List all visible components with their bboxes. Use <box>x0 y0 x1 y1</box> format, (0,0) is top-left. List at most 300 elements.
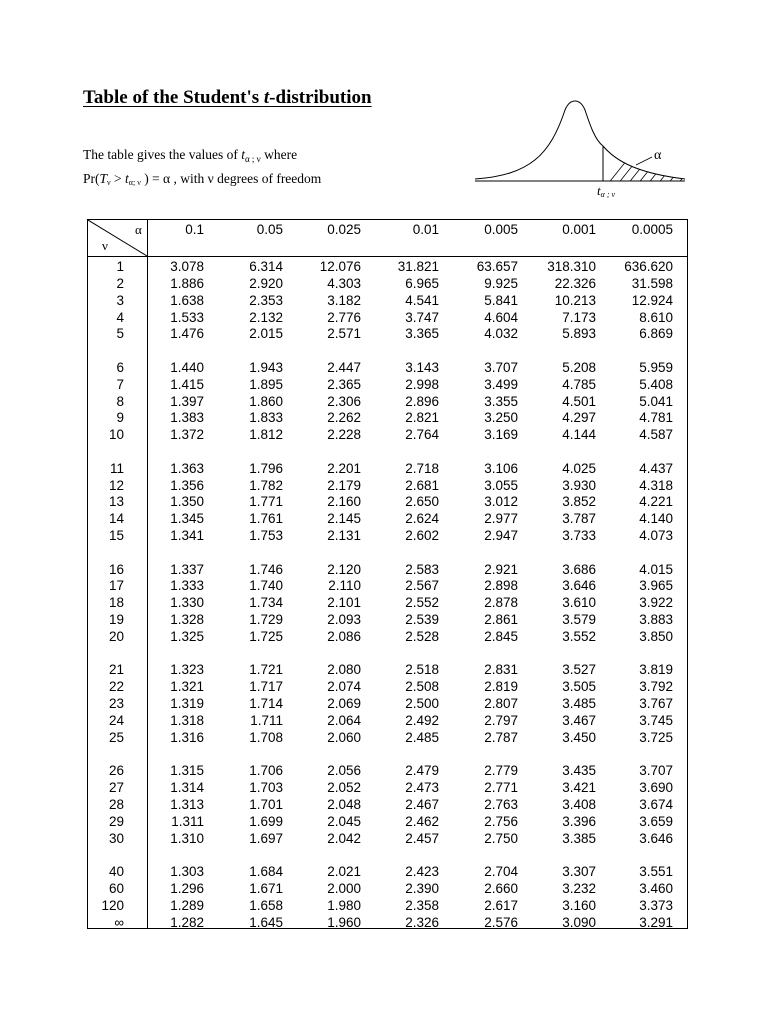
critical-value-cell: 3.922 <box>639 595 673 611</box>
critical-value-cell: 3.396 <box>562 813 596 829</box>
critical-value-cell: 2.015 <box>249 326 283 342</box>
critical-value-cell: 1.315 <box>170 763 204 779</box>
critical-value-cell: 10.213 <box>554 292 596 308</box>
critical-value-cell: 2.763 <box>484 796 518 812</box>
critical-value-cell: 1.325 <box>170 628 204 644</box>
critical-value-cell: 318.310 <box>547 259 596 274</box>
critical-value-cell: 2.048 <box>327 796 361 812</box>
intro-line-2 <box>83 171 321 187</box>
critical-value-cell: 1.318 <box>170 712 204 728</box>
critical-value-cell: 4.587 <box>639 427 673 443</box>
critical-value-cell: 2.776 <box>327 309 361 325</box>
critical-value-cell: 2.479 <box>405 763 439 779</box>
critical-value-cell: 2.807 <box>484 696 518 712</box>
critical-value-cell: 2.145 <box>327 511 361 527</box>
critical-value-cell: 3.747 <box>405 309 439 325</box>
critical-value-cell: 2.390 <box>405 880 439 896</box>
critical-value-cell: 3.012 <box>484 494 518 510</box>
critical-value-cell: 3.930 <box>562 477 596 493</box>
table-row <box>88 830 688 847</box>
critical-value-cell: 3.090 <box>562 914 596 930</box>
t-distribution-table <box>87 219 688 929</box>
table-row <box>88 359 688 376</box>
critical-value-cell: 1.303 <box>170 864 204 880</box>
degrees-of-freedom: 16 <box>108 561 124 577</box>
critical-value-cell: 2.624 <box>405 511 439 527</box>
critical-value-cell: 2.056 <box>327 763 361 779</box>
critical-value-cell: 1.697 <box>249 830 283 846</box>
critical-value-cell: 2.042 <box>327 830 361 846</box>
tail-hatching <box>603 140 690 190</box>
critical-value-cell: 2.845 <box>484 628 518 644</box>
degrees-of-freedom: 40 <box>108 864 124 880</box>
critical-value-cell: 2.086 <box>327 628 361 644</box>
critical-value-cell: 2.131 <box>327 528 361 544</box>
critical-value-cell: 4.073 <box>639 528 673 544</box>
intro-line-1 <box>83 147 297 163</box>
critical-value-cell: 6.314 <box>249 259 283 274</box>
degrees-of-freedom: 8 <box>116 393 124 409</box>
critical-value-cell: 3.579 <box>562 612 596 628</box>
critical-value-cell: 2.447 <box>327 359 361 375</box>
critical-value-cell: 3.610 <box>562 595 596 611</box>
table-row <box>88 796 688 813</box>
degrees-of-freedom: 10 <box>108 427 124 443</box>
critical-value-cell: 3.460 <box>639 880 673 896</box>
critical-value-cell: 2.920 <box>249 275 283 291</box>
critical-value-cell: 3.106 <box>484 460 518 476</box>
alpha-header: 0.05 <box>256 222 283 237</box>
critical-value-cell: 1.734 <box>249 595 283 611</box>
critical-value-cell: 31.598 <box>631 275 673 291</box>
degrees-of-freedom: 25 <box>108 729 124 745</box>
critical-value-cell: 2.704 <box>484 864 518 880</box>
critical-value-cell: 1.706 <box>249 763 283 779</box>
critical-value-cell: 3.291 <box>639 914 673 930</box>
table-row <box>88 258 688 275</box>
critical-value-cell: 3.690 <box>639 780 673 796</box>
critical-value-cell: 3.745 <box>639 712 673 728</box>
critical-value-cell: 3.850 <box>639 628 673 644</box>
critical-value-cell: 3.385 <box>562 830 596 846</box>
table-row <box>88 493 688 510</box>
degrees-of-freedom: 120 <box>101 897 124 913</box>
alpha-header: 0.01 <box>412 222 439 237</box>
critical-value-cell: 2.821 <box>405 410 439 426</box>
critical-value-cell: 4.032 <box>484 326 518 342</box>
critical-value-cell: 2.921 <box>484 561 518 577</box>
intro-text: Pr( <box>83 171 100 186</box>
critical-value-cell: 3.182 <box>327 292 361 308</box>
critical-value-cell: 2.353 <box>249 292 283 308</box>
alpha-header: 0.0005 <box>631 222 673 237</box>
degrees-of-freedom: 11 <box>109 460 124 476</box>
corner-nu-label: ν <box>102 238 108 253</box>
critical-value-cell: 2.878 <box>484 595 518 611</box>
degrees-of-freedom: 5 <box>116 326 124 342</box>
critical-value-cell: 1.658 <box>249 897 283 913</box>
T-symbol: T <box>99 171 108 186</box>
critical-value-cell: 2.764 <box>405 427 439 443</box>
critical-value-cell: 1.714 <box>249 696 283 712</box>
critical-value-cell: 63.657 <box>476 259 518 274</box>
critical-value-cell: 2.896 <box>405 393 439 409</box>
critical-value-cell: 2.602 <box>405 528 439 544</box>
degrees-of-freedom: 7 <box>116 376 124 392</box>
critical-value-cell: 3.078 <box>170 259 204 274</box>
critical-value-cell: 3.467 <box>562 712 596 728</box>
critical-value-cell: 3.674 <box>639 796 673 812</box>
critical-value-cell: 3.787 <box>562 511 596 527</box>
critical-value-cell: 1.753 <box>249 528 283 544</box>
critical-value-cell: 5.041 <box>639 393 673 409</box>
critical-value-cell: 3.232 <box>562 880 596 896</box>
critical-value-cell: 1.699 <box>249 813 283 829</box>
critical-value-cell: 2.779 <box>484 763 518 779</box>
table-row <box>88 510 688 527</box>
table-row <box>88 695 688 712</box>
critical-value-cell: 7.173 <box>562 309 596 325</box>
critical-value-cell: 1.812 <box>249 427 283 443</box>
critical-value-cell: 1.746 <box>249 561 283 577</box>
table-row <box>88 527 688 544</box>
table-row <box>88 477 688 494</box>
degrees-of-freedom: 21 <box>108 662 124 678</box>
critical-value-cell: 1.397 <box>170 393 204 409</box>
degrees-of-freedom: 9 <box>116 410 124 426</box>
t-subscript: α ; ν <box>244 154 261 164</box>
degrees-of-freedom: 20 <box>108 628 124 644</box>
degrees-of-freedom: ∞ <box>114 914 124 930</box>
critical-value-cell: 1.337 <box>170 561 204 577</box>
table-row <box>88 577 688 594</box>
critical-value-cell: 3.355 <box>484 393 518 409</box>
critical-value-cell: 2.898 <box>484 578 518 594</box>
critical-value-cell: 1.782 <box>249 477 283 493</box>
critical-value-cell: 6.965 <box>405 275 439 291</box>
critical-value-cell: 4.025 <box>562 460 596 476</box>
critical-value-cell: 2.052 <box>327 780 361 796</box>
table-row <box>88 409 688 426</box>
critical-value-cell: 3.485 <box>562 696 596 712</box>
critical-value-cell: 1.960 <box>327 914 361 930</box>
critical-value-cell: 2.365 <box>327 376 361 392</box>
critical-value-cell: 1.980 <box>327 897 361 913</box>
critical-value-cell: 2.132 <box>249 309 283 325</box>
critical-value-cell: 2.101 <box>327 595 361 611</box>
alpha-pointer <box>636 157 652 165</box>
critical-value-cell: 3.707 <box>639 763 673 779</box>
critical-value-cell: 5.959 <box>639 359 673 375</box>
critical-value-cell: 1.282 <box>170 914 204 930</box>
critical-value-cell: 2.528 <box>405 628 439 644</box>
critical-value-cell: 2.160 <box>327 494 361 510</box>
critical-value-cell: 12.924 <box>631 292 673 308</box>
critical-value-cell: 1.289 <box>170 897 204 913</box>
critical-value-cell: 1.323 <box>170 662 204 678</box>
critical-value-cell: 1.328 <box>170 612 204 628</box>
critical-value-cell: 3.408 <box>562 796 596 812</box>
critical-value-cell: 2.508 <box>405 679 439 695</box>
critical-value-cell: 1.319 <box>170 696 204 712</box>
critical-value-cell: 3.435 <box>562 763 596 779</box>
critical-value-cell: 2.947 <box>484 528 518 544</box>
critical-value-cell: 2.797 <box>484 712 518 728</box>
table-row <box>88 863 688 880</box>
critical-value-cell: 4.604 <box>484 309 518 325</box>
critical-value-cell: 31.821 <box>397 259 439 274</box>
degrees-of-freedom: 23 <box>108 696 124 712</box>
critical-value-cell: 1.314 <box>170 780 204 796</box>
T-subscript: ν <box>107 178 111 187</box>
critical-value-cell: 2.064 <box>327 712 361 728</box>
critical-value-cell: 1.356 <box>170 477 204 493</box>
table-row <box>88 678 688 695</box>
critical-value-label <box>597 183 615 199</box>
critical-value-cell: 1.684 <box>249 864 283 880</box>
alpha-label: α <box>654 148 662 163</box>
critical-value-cell: 1.330 <box>170 595 204 611</box>
critical-value-cell: 6.869 <box>639 326 673 342</box>
critical-value-cell: 3.686 <box>562 561 596 577</box>
critical-value-cell: 1.729 <box>249 612 283 628</box>
title-prefix: Table of the Student's <box>83 87 264 108</box>
table-row <box>88 762 688 779</box>
critical-value-cell: 2.457 <box>405 830 439 846</box>
alpha-header: 0.001 <box>562 222 596 237</box>
critical-value-cell: 3.552 <box>562 628 596 644</box>
critical-value-cell: 2.650 <box>405 494 439 510</box>
critical-value-cell: 2.819 <box>484 679 518 695</box>
critical-value-cell: 636.620 <box>624 259 673 274</box>
degrees-of-freedom: 22 <box>108 679 124 695</box>
critical-value-cell: 3.365 <box>405 326 439 342</box>
critical-value-cell: 3.505 <box>562 679 596 695</box>
critical-value-cell: 1.415 <box>170 376 204 392</box>
critical-value-cell: 1.372 <box>170 427 204 443</box>
degrees-of-freedom: 24 <box>108 712 124 728</box>
corner-alpha-label: α <box>135 222 142 237</box>
table-row <box>88 275 688 292</box>
alpha-header: 0.1 <box>185 222 204 237</box>
table-row <box>88 561 688 578</box>
critical-value-cell: 2.120 <box>327 561 361 577</box>
table-row <box>88 325 688 342</box>
degrees-of-freedom: 27 <box>108 780 124 796</box>
critical-value-cell: 3.646 <box>562 578 596 594</box>
degrees-of-freedom: 12 <box>108 477 124 493</box>
critical-value-cell: 1.740 <box>249 578 283 594</box>
critical-value-cell: 3.792 <box>639 679 673 695</box>
table-row <box>88 393 688 410</box>
critical-value-cell: 1.383 <box>170 410 204 426</box>
critical-value-cell: 3.143 <box>405 359 439 375</box>
degrees-of-freedom: 14 <box>108 511 124 527</box>
t-label-subscript: α ; ν <box>600 190 616 199</box>
critical-value-cell: 2.326 <box>405 914 439 930</box>
t-label-symbol: t <box>597 183 601 198</box>
critical-value-cell: 4.781 <box>639 410 673 426</box>
critical-value-cell: 5.893 <box>562 326 596 342</box>
critical-value-cell: 3.883 <box>639 612 673 628</box>
degrees-of-freedom: 19 <box>108 612 124 628</box>
critical-value-cell: 1.943 <box>249 359 283 375</box>
title-t: t <box>263 87 270 108</box>
degrees-of-freedom: 1 <box>116 259 124 274</box>
critical-value-cell: 1.311 <box>171 813 204 829</box>
critical-value-cell: 3.169 <box>484 427 518 443</box>
critical-value-cell: 2.617 <box>484 897 518 913</box>
table-row <box>88 880 688 897</box>
t-subscript: α; ν <box>128 178 141 187</box>
intro-text: The table gives the values of <box>83 147 242 162</box>
critical-value-cell: 1.771 <box>249 494 283 510</box>
degrees-of-freedom: 6 <box>116 359 124 375</box>
critical-value-cell: 1.310 <box>170 830 204 846</box>
critical-value-cell: 5.408 <box>639 376 673 392</box>
title-suffix: -distribution <box>269 87 372 108</box>
table-row <box>88 628 688 645</box>
critical-value-cell: 2.977 <box>484 511 518 527</box>
critical-value-cell: 2.500 <box>405 696 439 712</box>
critical-value-cell: 2.718 <box>405 460 439 476</box>
table-row <box>88 376 688 393</box>
critical-value-cell: 12.076 <box>319 259 361 274</box>
critical-value-cell: 3.055 <box>484 477 518 493</box>
critical-value-cell: 3.733 <box>562 528 596 544</box>
critical-value-cell: 1.761 <box>249 511 283 527</box>
critical-value-cell: 2.358 <box>405 897 439 913</box>
density-line <box>475 101 685 179</box>
critical-value-cell: 2.262 <box>327 410 361 426</box>
critical-value-cell: 2.306 <box>327 393 361 409</box>
table-row <box>88 813 688 830</box>
critical-value-cell: 4.144 <box>562 427 596 443</box>
critical-value-cell: 3.659 <box>639 813 673 829</box>
page-title <box>83 87 372 109</box>
critical-value-cell: 2.998 <box>405 376 439 392</box>
critical-value-cell: 1.860 <box>249 393 283 409</box>
critical-value-cell: 2.473 <box>405 780 439 796</box>
critical-value-cell: 2.228 <box>327 427 361 443</box>
critical-value-cell: 2.045 <box>327 813 361 829</box>
table-row <box>88 779 688 796</box>
critical-value-cell: 4.541 <box>405 292 439 308</box>
critical-value-cell: 3.450 <box>562 729 596 745</box>
critical-value-cell: 2.467 <box>405 796 439 812</box>
degrees-of-freedom: 3 <box>116 292 124 308</box>
t-symbol: t <box>241 147 245 162</box>
t-distribution-curve <box>470 95 690 190</box>
critical-value-cell: 2.787 <box>484 729 518 745</box>
critical-value-cell: 3.373 <box>639 897 673 913</box>
critical-value-cell: 4.303 <box>327 275 361 291</box>
critical-value-cell: 4.437 <box>639 460 673 476</box>
critical-value-cell: 3.646 <box>639 830 673 846</box>
critical-value-cell: 1.476 <box>170 326 204 342</box>
critical-value-cell: 1.895 <box>249 376 283 392</box>
critical-value-cell: 1.708 <box>249 729 283 745</box>
critical-value-cell: 1.671 <box>249 880 283 896</box>
table-row <box>88 309 688 326</box>
critical-value-cell: 8.610 <box>639 309 673 325</box>
critical-value-cell: 3.725 <box>639 729 673 745</box>
intro-text: ) = α , with ν degrees of freedom <box>140 171 322 186</box>
critical-value-cell: 2.000 <box>327 880 361 896</box>
critical-value-cell: 5.841 <box>484 292 518 308</box>
critical-value-cell: 3.499 <box>484 376 518 392</box>
critical-value-cell: 1.725 <box>249 628 283 644</box>
alpha-header: 0.025 <box>327 222 361 237</box>
t-symbol: t <box>125 171 129 186</box>
critical-value-cell: 2.567 <box>405 578 439 594</box>
critical-value-cell: 1.363 <box>170 460 204 476</box>
degrees-of-freedom: 13 <box>108 494 124 510</box>
critical-value-cell: 1.333 <box>170 578 204 594</box>
critical-value-cell: 2.861 <box>484 612 518 628</box>
critical-value-cell: 3.852 <box>562 494 596 510</box>
intro-text: where <box>260 147 298 162</box>
critical-value-cell: 1.638 <box>170 292 204 308</box>
table-row <box>88 594 688 611</box>
critical-value-cell: 2.552 <box>405 595 439 611</box>
critical-value-cell: 2.074 <box>327 679 361 695</box>
critical-value-cell: 3.965 <box>639 578 673 594</box>
degrees-of-freedom: 29 <box>108 813 124 829</box>
degrees-of-freedom: 26 <box>108 763 124 779</box>
table-row <box>88 712 688 729</box>
critical-value-cell: 3.767 <box>639 696 673 712</box>
critical-value-cell: 3.819 <box>639 662 673 678</box>
critical-value-cell: 3.307 <box>562 864 596 880</box>
critical-value-cell: 3.551 <box>639 864 673 880</box>
critical-value-cell: 1.313 <box>170 796 204 812</box>
critical-value-cell: 3.527 <box>562 662 596 678</box>
critical-value-cell: 2.831 <box>484 662 518 678</box>
table-row <box>88 729 688 746</box>
critical-value-cell: 5.208 <box>562 359 596 375</box>
critical-value-cell: 1.345 <box>170 511 204 527</box>
degrees-of-freedom: 17 <box>108 578 124 594</box>
critical-value-cell: 1.833 <box>249 410 283 426</box>
critical-value-cell: 4.501 <box>562 393 596 409</box>
critical-value-cell: 2.576 <box>484 914 518 930</box>
table-row <box>88 897 688 914</box>
degrees-of-freedom: 2 <box>116 275 124 291</box>
critical-value-cell: 2.462 <box>405 813 439 829</box>
critical-value-cell: 2.771 <box>484 780 518 796</box>
critical-value-cell: 2.069 <box>327 696 361 712</box>
degrees-of-freedom: 18 <box>108 595 124 611</box>
critical-value-cell: 22.326 <box>554 275 596 291</box>
critical-value-cell: 2.518 <box>405 662 439 678</box>
critical-value-cell: 2.201 <box>327 460 361 476</box>
critical-value-cell: 1.721 <box>249 662 283 678</box>
table-row <box>88 661 688 678</box>
critical-value-cell: 1.717 <box>249 679 283 695</box>
critical-value-cell: 1.321 <box>170 679 204 695</box>
critical-value-cell: 4.318 <box>639 477 673 493</box>
critical-value-cell: 2.492 <box>405 712 439 728</box>
critical-value-cell: 2.681 <box>405 477 439 493</box>
critical-value-cell: 1.350 <box>170 494 204 510</box>
critical-value-cell: 1.701 <box>249 796 283 812</box>
critical-value-cell: 4.140 <box>639 511 673 527</box>
critical-value-cell: 1.796 <box>249 460 283 476</box>
table-row <box>88 292 688 309</box>
critical-value-cell: 4.785 <box>562 376 596 392</box>
critical-value-cell: 2.539 <box>405 612 439 628</box>
